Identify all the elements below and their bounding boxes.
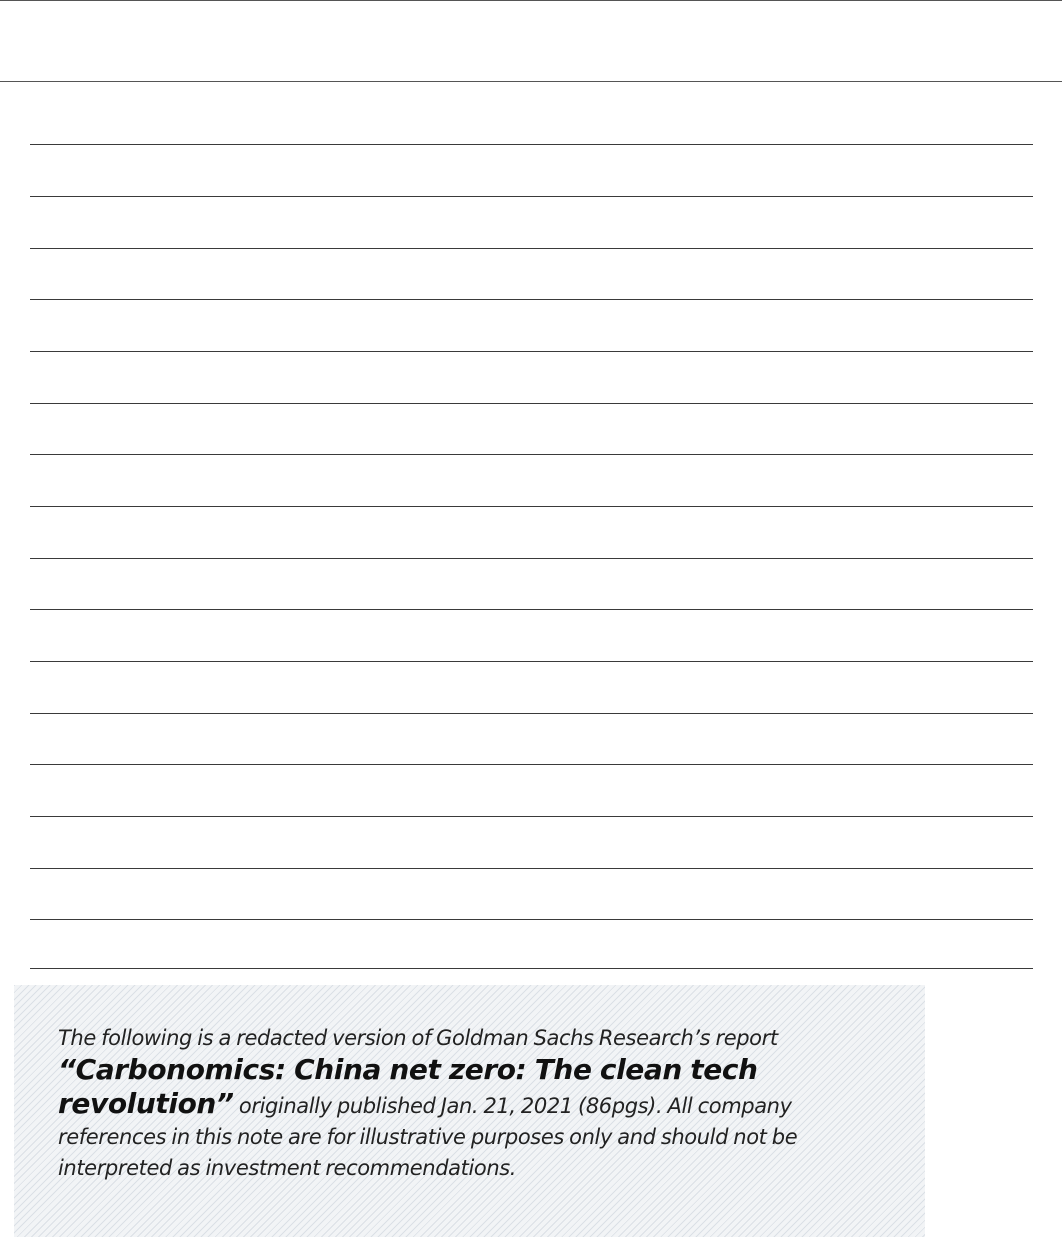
redacted-line (30, 816, 1033, 817)
redacted-line (30, 454, 1033, 455)
redacted-line (30, 196, 1033, 197)
redacted-line (30, 713, 1033, 714)
report-title: “Carbonomics: China net zero: The clean tech revolution” (58, 1053, 758, 1120)
redacted-line (30, 661, 1033, 662)
redacted-line (30, 919, 1033, 920)
redacted-line (30, 868, 1033, 869)
redacted-line (30, 558, 1033, 559)
redacted-line (30, 299, 1033, 300)
disclaimer-text (58, 1023, 835, 1184)
redacted-line (30, 403, 1033, 404)
redacted-line (30, 609, 1033, 610)
redacted-header-band (0, 0, 1062, 82)
disclaimer-details: originally published Jan. 21, 2021 (86pgs). All company references in this note are for illustrative purposes only and should not be interpreted as investment recommendations. (58, 1094, 798, 1180)
redacted-line (30, 506, 1033, 507)
disclaimer-box (14, 985, 925, 1237)
redacted-line (30, 351, 1033, 352)
redacted-line (30, 144, 1033, 145)
redacted-line (30, 764, 1033, 765)
redacted-line (30, 968, 1033, 969)
disclaimer-intro: The following is a redacted version of Goldman Sachs Research’s report (58, 1026, 778, 1050)
redacted-line (30, 248, 1033, 249)
